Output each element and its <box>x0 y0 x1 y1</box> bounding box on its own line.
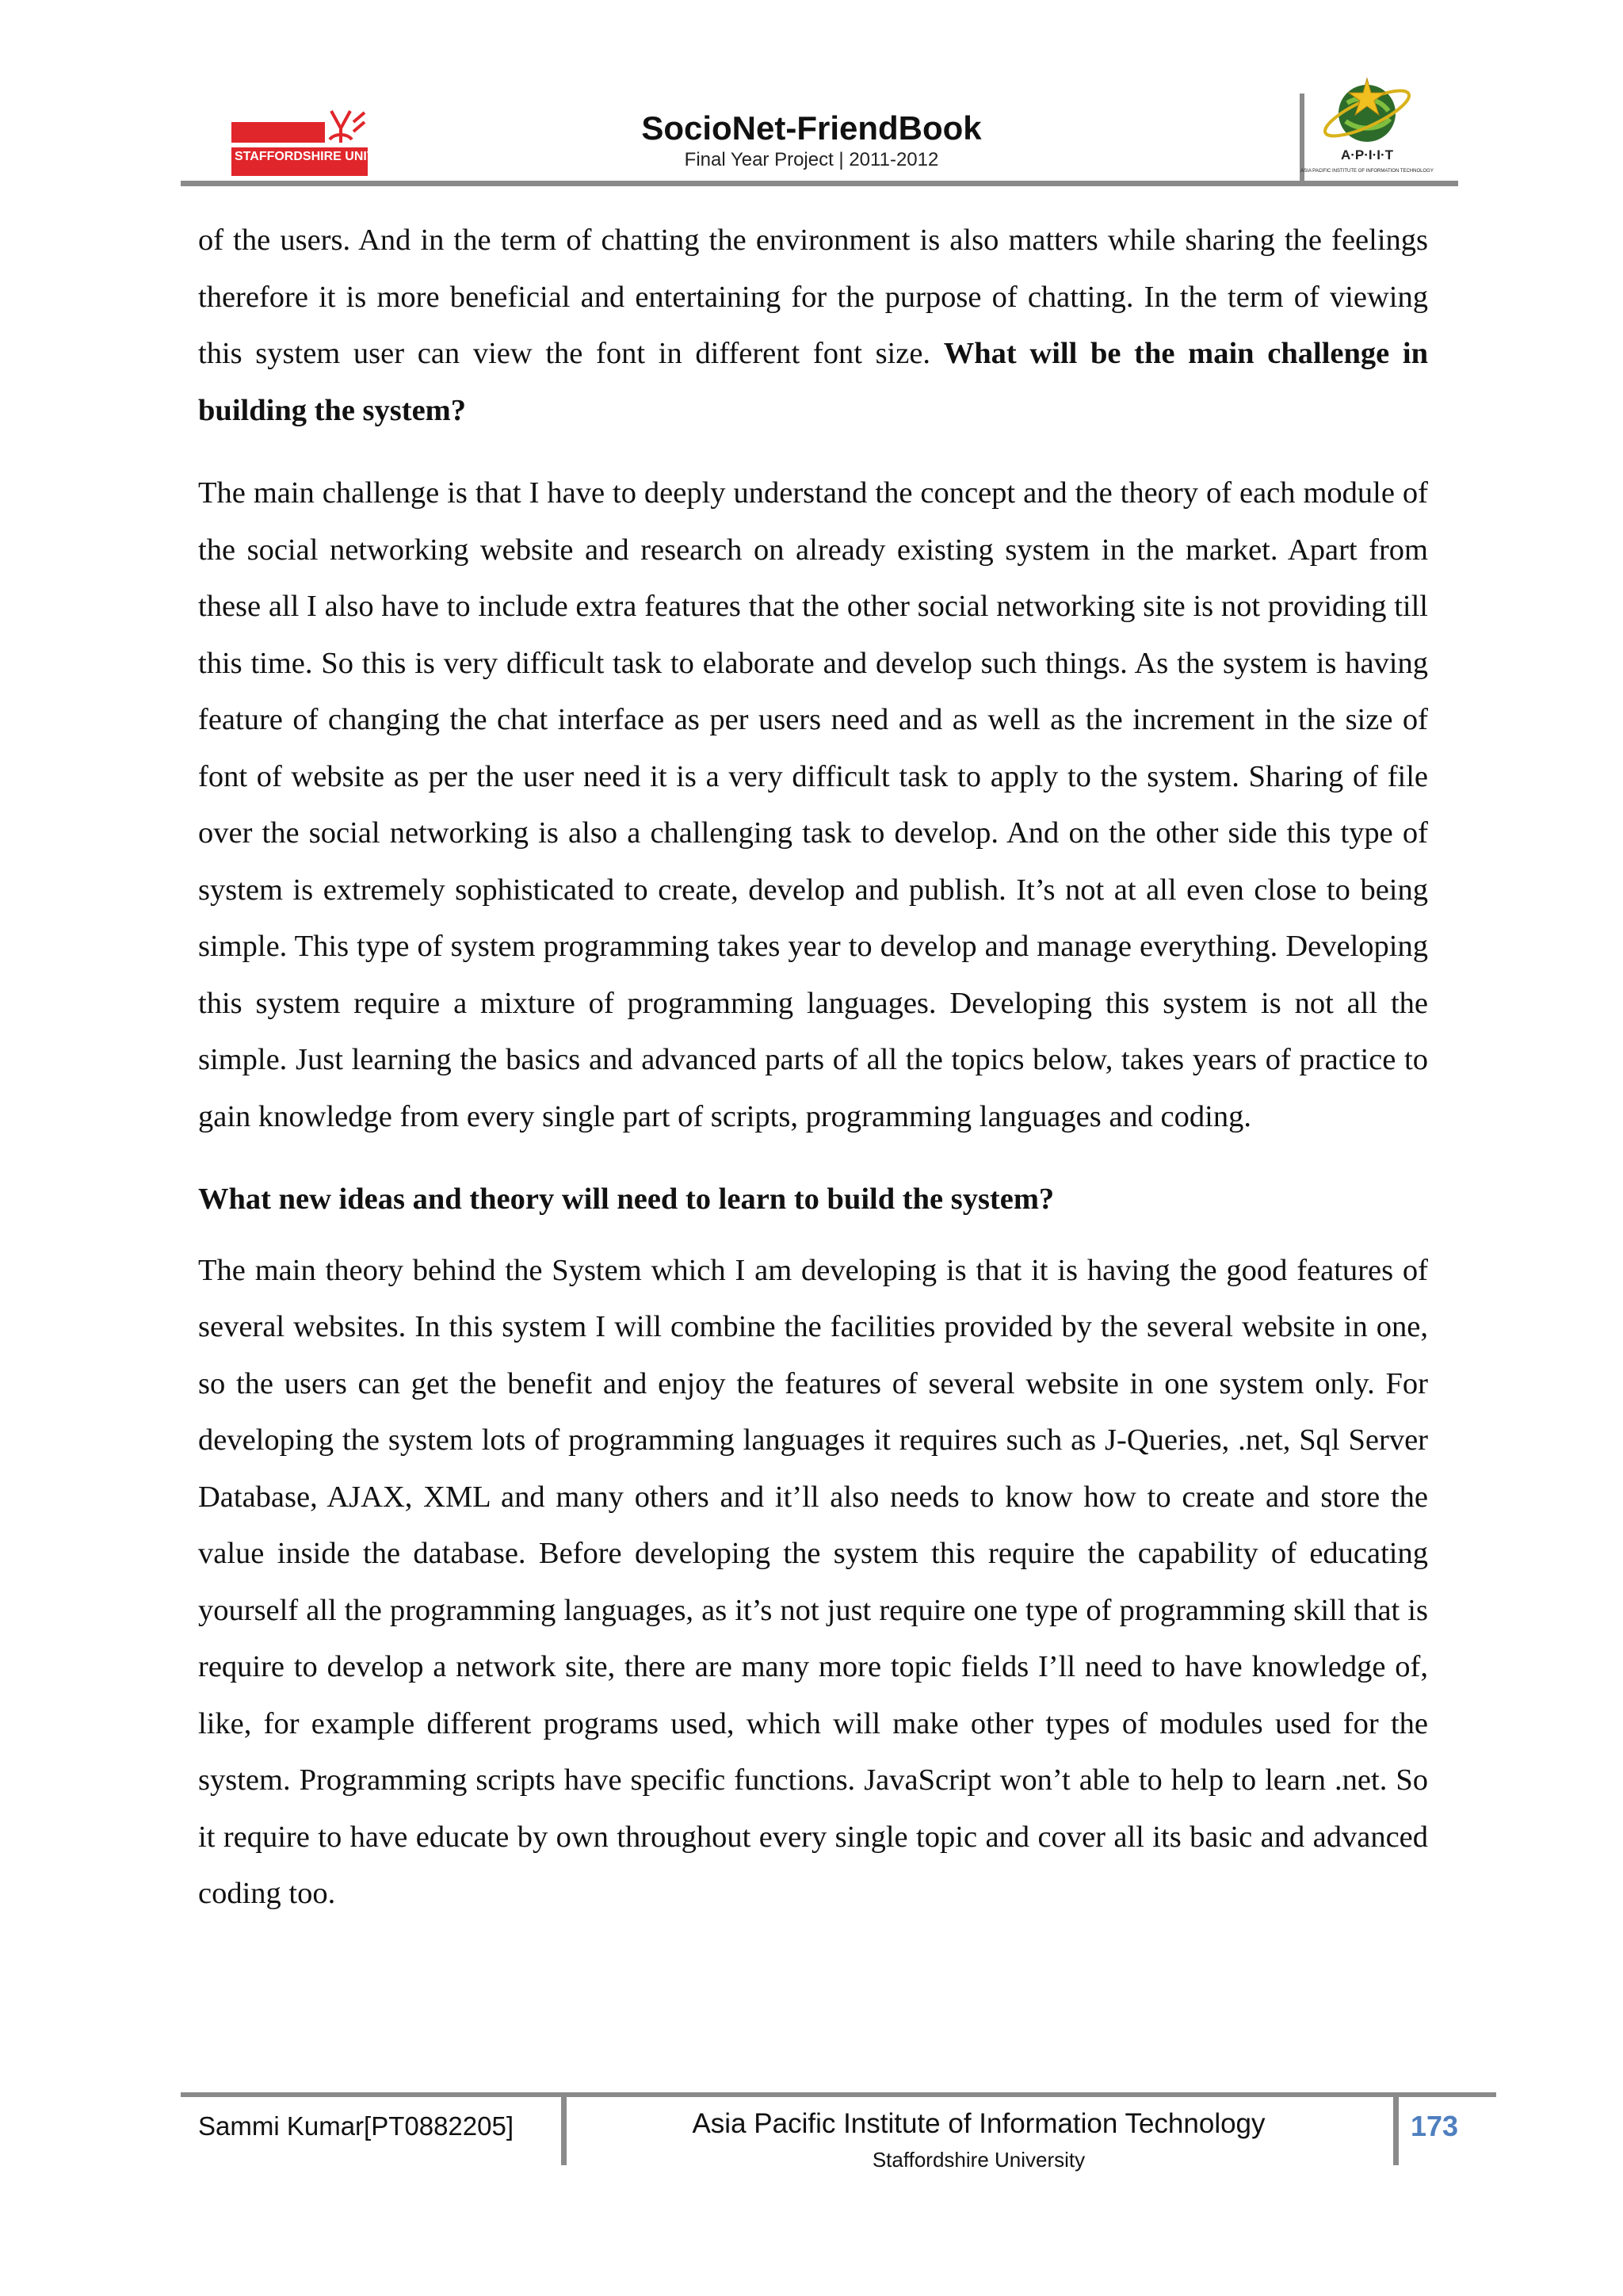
footer-separator-right <box>1393 2094 1399 2165</box>
paragraph-2: The main challenge is that I have to deeply understand the concept and the theory of each module of the social networking website and research on already existing system in the market. Apart from these all I also have to include extra features that the other social networking site is not providing till this time. So this is very difficult task to elaborate and develop such things. As the system is having feature of changing the chat interface as per users need and as well as the increment in the size of font of website as per the user need it is a very difficult task to apply to the system. Sharing of file over the social networking is also a challenging task to develop. And on the other side this type of system is extremely sophisticated to create, develop and publish. It’s not at all even close to being simple. This type of system programming takes year to develop and manage everything. Developing this system require a mixture of programming languages. Developing this system is not all the simple. Just learning the basics and advanced parts of all the topics below, takes years of practice to gain knowledge from every single part of scripts, programming languages and coding. <box>198 476 1428 1133</box>
footer-institute: Asia Pacific Institute of Information Technology <box>692 2108 1266 2139</box>
header-rule <box>181 181 1458 186</box>
heading-main-challenge: What will be the main challenge in building the system? <box>198 337 1429 427</box>
apiit-logo-text: A·P·I·I·T <box>1340 147 1394 162</box>
staffordshire-logo-text: STAFFORDSHIRE UNIVERSITY <box>235 150 422 163</box>
paragraph-1: of the users. And in the term of chatting the environment is also matters while sharing the feelings therefore it is more beneficial and entertaining for the purpose of chatting. In the term of viewing this system user can view the font in different font size. What will be the main challenge in building the system? <box>198 223 1429 427</box>
apiit-logo <box>1300 75 1434 182</box>
footer-separator-left <box>561 2094 567 2165</box>
footer-author: Sammi Kumar[PT0882205] <box>198 2111 514 2141</box>
footer-university: Staffordshire University <box>872 2148 1086 2172</box>
document-body <box>198 212 1428 1949</box>
document-title: SocioNet-FriendBook <box>641 109 982 147</box>
document-subtitle: Final Year Project | 2011-2012 <box>684 149 939 170</box>
footer-rule <box>181 2092 1496 2097</box>
heading-new-ideas: What new ideas and theory will need to learn to build the system? <box>198 1182 1055 1216</box>
paragraph-3: The main theory behind the System which I am developing is that it is having the good features of several websites. In this system I will combine the facilities provided by the several website in one, so the users can get the benefit and enjoy the features of several website in one system only. For developing the system lots of programming languages it requires such as J-Queries, .net, Sql Server Database, AJAX, XML and many others and it’ll also needs to know how to create and store the value inside the database. Before developing the system this require the capability of educating yourself all the programming languages, as it’s not just require one type of programming skill that is require to develop a network site, there are many more topic fields I’ll need to have knowledge of, like, for example different programs used, which will make other types of modules used for the system. Programming scripts have specific functions. JavaScript won’t able to help to learn .net. So it require to have educate by own throughout every single topic and cover all its basic and advanced coding too. <box>198 1253 1428 1910</box>
apiit-logo-small-text: ASIA PACIFIC INSTITUTE OF INFORMATION TECHNOLOGY <box>1300 169 1434 174</box>
page-number: 173 <box>1411 2110 1459 2142</box>
page-header <box>0 0 1623 190</box>
